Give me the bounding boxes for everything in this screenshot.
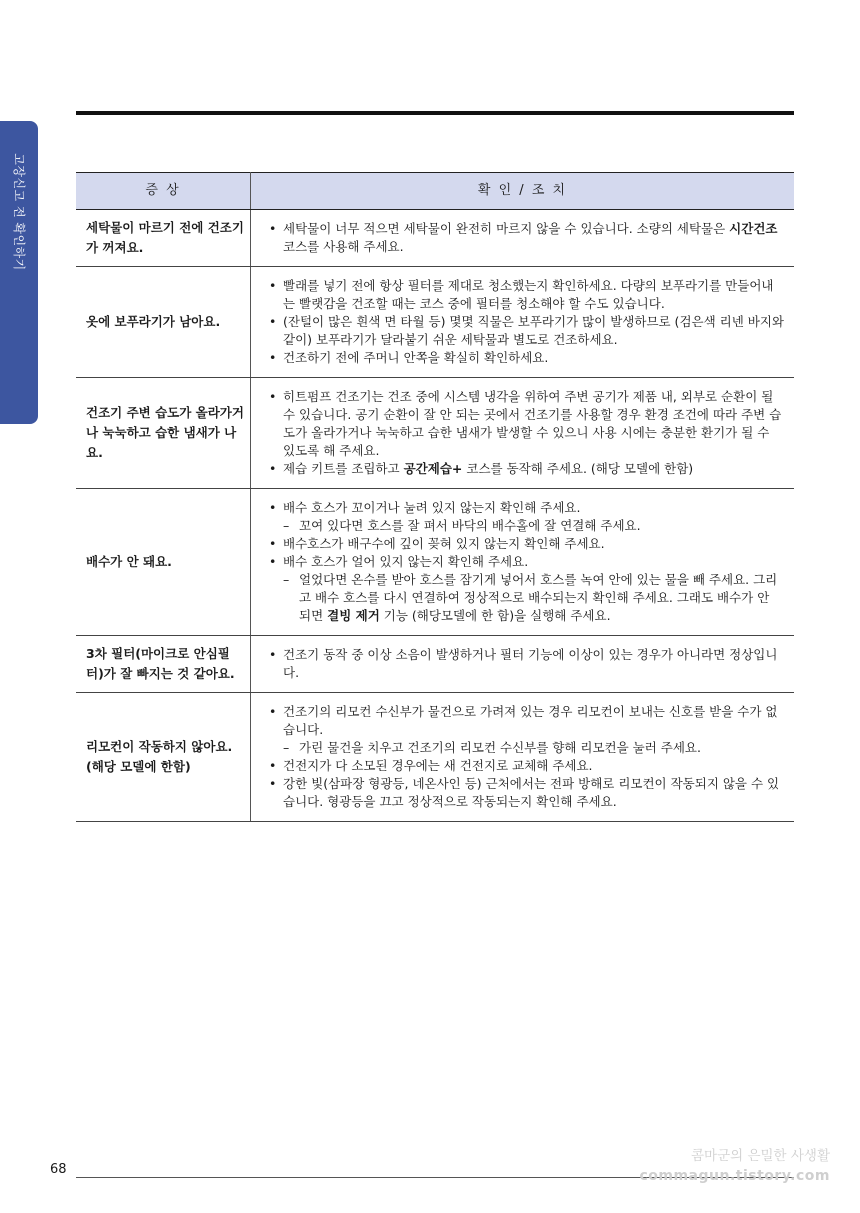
emphasis-text: 시간건조 bbox=[729, 221, 778, 236]
emphasis-text: 공간제습+ bbox=[403, 461, 463, 476]
action-cell bbox=[251, 378, 795, 489]
page-number: 68 bbox=[50, 1162, 67, 1177]
symptom-cell: 세탁물이 마르기 전에 건조기가 꺼져요. bbox=[76, 210, 251, 267]
bullet-item bbox=[265, 703, 784, 739]
table-header-row bbox=[76, 173, 794, 210]
item-text: 코스를 동작해 주세요. (해당 모델에 한함) bbox=[462, 461, 694, 476]
item-text: 빨래를 넣기 전에 항상 필터를 제대로 청소했는지 확인하세요. 다량의 보푸라기를 만들어내는 빨랫감을 건조할 때는 코스 중에 필터를 청소해야 할 수도 있습니다. bbox=[283, 278, 774, 311]
chapter-side-tab-label: 고장신고 전 확인하기 bbox=[12, 153, 26, 271]
item-text: 히트펌프 건조기는 건조 중에 시스템 냉각을 위하여 주변 공기가 제품 내, 외부로 순환이 될 수 있습니다. 공기 순환이 잘 안 되는 곳에서 건조기를 사용할 경우 환경 조건에 따라 주변 습도가 올라가거나 눅눅하고 습한 냄새가 발생할 수 있으니 사용 시에는 충분한 환기가 될 수 있도록 해 주세요. bbox=[283, 389, 782, 458]
item-text: 건조하기 전에 주머니 안쪽을 확실히 확인하세요. bbox=[283, 350, 549, 365]
action-cell bbox=[251, 267, 795, 378]
sub-item bbox=[265, 739, 784, 757]
watermark-line2: commagun.tistory.com bbox=[639, 1168, 830, 1184]
item-text: 가린 물건을 치우고 건조기의 리모컨 수신부를 향해 리모컨을 눌러 주세요. bbox=[299, 740, 701, 755]
bullet-item bbox=[265, 460, 784, 478]
item-text: 얼었다면 온수를 받아 호스를 잠기게 넣어서 호스를 녹여 안에 있는 물을 빼 주세요. 그리고 배수 호스를 다시 연결하여 정상적으로 배수되는지 확인해 주세요. 그래도 배수가 안 되면 bbox=[299, 572, 778, 623]
bullet-item bbox=[265, 220, 784, 256]
item-text: 꼬여 있다면 호스를 잘 펴서 바닥의 배수홀에 잘 연결해 주세요. bbox=[299, 518, 641, 533]
item-text: 건조기 동작 중 이상 소음이 발생하거나 필터 기능에 이상이 있는 경우가 아니라면 정상입니다. bbox=[283, 647, 778, 680]
table-row bbox=[76, 693, 794, 822]
bullet-item bbox=[265, 388, 784, 460]
bullet-item bbox=[265, 277, 784, 313]
header-action: 확 인 / 조 치 bbox=[251, 173, 795, 210]
table-row bbox=[76, 489, 794, 636]
symptom-cell: 3차 필터(마이크로 안심필터)가 잘 빠지는 것 같아요. bbox=[76, 636, 251, 693]
emphasis-text: 결빙 제거 bbox=[327, 608, 380, 623]
action-cell bbox=[251, 693, 795, 822]
item-text: 제습 키트를 조립하고 bbox=[283, 461, 404, 476]
bullet-item bbox=[265, 757, 784, 775]
item-text: 강한 빛(삼파장 형광등, 네온사인 등) 근처에서는 전파 방해로 리모컨이 작동되지 않을 수 있습니다. 형광등을 끄고 정상적으로 작동되는지 확인해 주세요. bbox=[283, 776, 780, 809]
watermark bbox=[639, 1146, 830, 1186]
header-symptom: 증 상 bbox=[76, 173, 251, 210]
item-text: 기능 (해당모델에 한 함)을 실행해 주세요. bbox=[379, 608, 611, 623]
bullet-item bbox=[265, 349, 784, 367]
symptom-cell: 옷에 보푸라기가 남아요. bbox=[76, 267, 251, 378]
bullet-item bbox=[265, 535, 784, 553]
sub-item bbox=[265, 517, 784, 535]
table-row bbox=[76, 378, 794, 489]
bullet-item bbox=[265, 499, 784, 517]
watermark-line1: 콤마군의 은밀한 사생활 bbox=[691, 1148, 830, 1164]
bullet-item bbox=[265, 775, 784, 811]
action-cell bbox=[251, 636, 795, 693]
action-cell bbox=[251, 210, 795, 267]
item-text: 세탁물이 너무 적으면 세탁물이 완전히 마르지 않을 수 있습니다. 소량의 세탁물은 bbox=[283, 221, 730, 236]
item-text: 건전지가 다 소모된 경우에는 새 건전지로 교체해 주세요. bbox=[283, 758, 593, 773]
item-text: 건조기의 리모컨 수신부가 물건으로 가려져 있는 경우 리모컨이 보내는 신호를 받을 수가 없습니다. bbox=[283, 704, 778, 737]
item-text: 배수 호스가 얼어 있지 않는지 확인해 주세요. bbox=[283, 554, 529, 569]
item-text: (잔털이 많은 흰색 면 타월 등) 몇몇 직물은 보푸라기가 많이 발생하므로 (검은색 리넨 바지와 같이) 보푸라기가 달라붙기 쉬운 세탁물과 별도로 건조하세요. bbox=[283, 314, 784, 347]
bullet-item bbox=[265, 646, 784, 682]
top-rule bbox=[76, 111, 794, 115]
symptom-cell: 건조기 주변 습도가 올라가거나 눅눅하고 습한 냄새가 나요. bbox=[76, 378, 251, 489]
item-text: 배수호스가 배구수에 깊이 꽂혀 있지 않는지 확인해 주세요. bbox=[283, 536, 605, 551]
table-row bbox=[76, 636, 794, 693]
item-text: 배수 호스가 꼬이거나 눌려 있지 않는지 확인해 주세요. bbox=[283, 500, 581, 515]
bullet-item bbox=[265, 313, 784, 349]
symptom-cell: 배수가 안 돼요. bbox=[76, 489, 251, 636]
sub-item bbox=[265, 571, 784, 625]
bullet-item bbox=[265, 553, 784, 571]
symptom-cell: 리모컨이 작동하지 않아요. (해당 모델에 한함) bbox=[76, 693, 251, 822]
troubleshooting-table bbox=[76, 172, 794, 822]
item-text: 코스를 사용해 주세요. bbox=[283, 239, 404, 254]
table-row bbox=[76, 267, 794, 378]
action-cell bbox=[251, 489, 795, 636]
table-row bbox=[76, 210, 794, 267]
